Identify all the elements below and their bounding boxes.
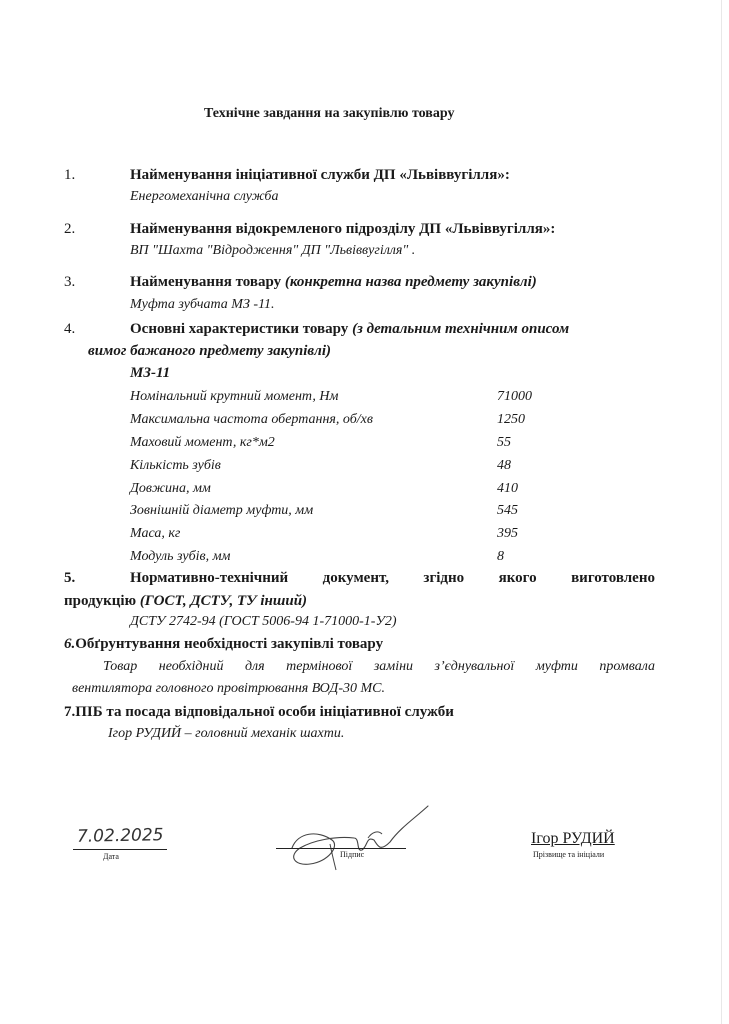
section-5-heading-note: (ГОСТ, ДСТУ, ТУ інший)	[139, 593, 308, 609]
spec-value: 48	[497, 458, 511, 473]
section-7-number: 7.	[64, 704, 76, 720]
spec-value: 395	[497, 526, 518, 541]
spec-name: Номінальний крутний момент, Нм	[130, 389, 339, 404]
footer-name-value: Ігор РУДИЙ	[531, 830, 615, 847]
section-4-model: МЗ-11	[130, 365, 171, 381]
section-3-heading-line	[130, 274, 537, 291]
section-7-heading: ПІБ та посада відповідальної особи ініціативної служби	[75, 704, 454, 720]
section-6-line	[64, 636, 383, 653]
section-6-value-1: Товар необхідний для термінової заміни з’єднувальної муфти промвала	[103, 659, 655, 674]
spec-name: Максимальна частота обертання, об/хв	[130, 412, 373, 427]
section-1-value: Енергомеханічна служба	[130, 189, 279, 204]
section-4-heading: Основні характеристики товару	[130, 321, 349, 337]
section-7-line	[64, 704, 454, 721]
section-3-number: 3.	[64, 274, 76, 290]
spec-name: Маховий момент, кг*м2	[130, 435, 275, 450]
footer-date-caption: Дата	[103, 852, 119, 861]
section-4-heading-line	[130, 321, 569, 338]
spec-value: 55	[497, 435, 511, 450]
section-3-value: Муфта зубчата МЗ -11.	[130, 297, 275, 312]
spec-value: 410	[497, 481, 518, 496]
footer-date-line	[73, 849, 167, 850]
section-3-heading: Найменування товару	[130, 274, 282, 290]
footer-signature-caption: Підпис	[340, 850, 365, 859]
section-1-number: 1.	[64, 167, 76, 183]
section-6-heading: Обґрунтування необхідності закупівлі товару	[75, 636, 384, 652]
section-5-heading-word: документ,	[322, 570, 389, 586]
section-1-heading: Найменування ініціативної служби ДП «Львіввугілля»:	[130, 167, 510, 183]
spec-value: 1250	[497, 412, 525, 427]
section-5-heading-2: продукцію	[64, 593, 137, 609]
footer-date-value: 7.02.2025	[76, 825, 164, 847]
section-4-number: 4.	[64, 321, 76, 337]
spec-value: 8	[497, 549, 504, 564]
section-5-heading-word: якого	[498, 570, 537, 586]
spec-value: 71000	[497, 389, 532, 404]
footer-name-caption: Прізвище та ініціали	[533, 850, 605, 859]
section-6-value-2: вентилятора головного провітрювання ВОД-30 МС.	[72, 681, 385, 696]
section-5-number: 5.	[64, 570, 76, 586]
spec-name: Зовнішній діаметр муфти, мм	[130, 503, 314, 518]
spec-name: Модуль зубів, мм	[130, 549, 231, 564]
section-5-heading-line-1	[130, 570, 655, 587]
spec-value: 545	[497, 503, 518, 518]
section-5-heading-line-2	[64, 593, 307, 610]
spec-name: Маса, кг	[130, 526, 181, 541]
scan-edge-right	[721, 0, 722, 1024]
spec-name: Довжина, мм	[130, 481, 211, 496]
section-2-number: 2.	[64, 221, 76, 237]
document-title: Технічне завдання на закупівлю товару	[204, 106, 455, 121]
section-5-heading-word: Нормативно-технічний	[130, 570, 289, 586]
section-4-heading-note-1: (з детальним технічним описом	[352, 321, 570, 337]
section-5-heading-word: виготовлено	[571, 570, 655, 586]
section-5-value: ДСТУ 2742-94 (ГОСТ 5006-94 1-71000-1-У2)	[130, 614, 397, 629]
section-5-heading-word: згідно	[423, 570, 465, 586]
section-2-heading: Найменування відокремленого підрозділу ДП «Львіввугілля»:	[130, 221, 556, 237]
signature-graphic	[270, 800, 435, 875]
section-6-number: 6.	[64, 636, 76, 652]
section-3-heading-note: (конкретна назва предмету закупівлі)	[284, 274, 537, 290]
section-7-value: Ігор РУДИЙ – головний механік шахти.	[108, 726, 345, 741]
section-2-value: ВП "Шахта "Відродження" ДП "Львіввугілля" .	[130, 243, 416, 258]
footer-signature-line	[276, 848, 406, 849]
spec-name: Кількість зубів	[130, 458, 221, 473]
section-4-heading-note-2: вимог бажаного предмету закупівлі)	[88, 343, 331, 359]
